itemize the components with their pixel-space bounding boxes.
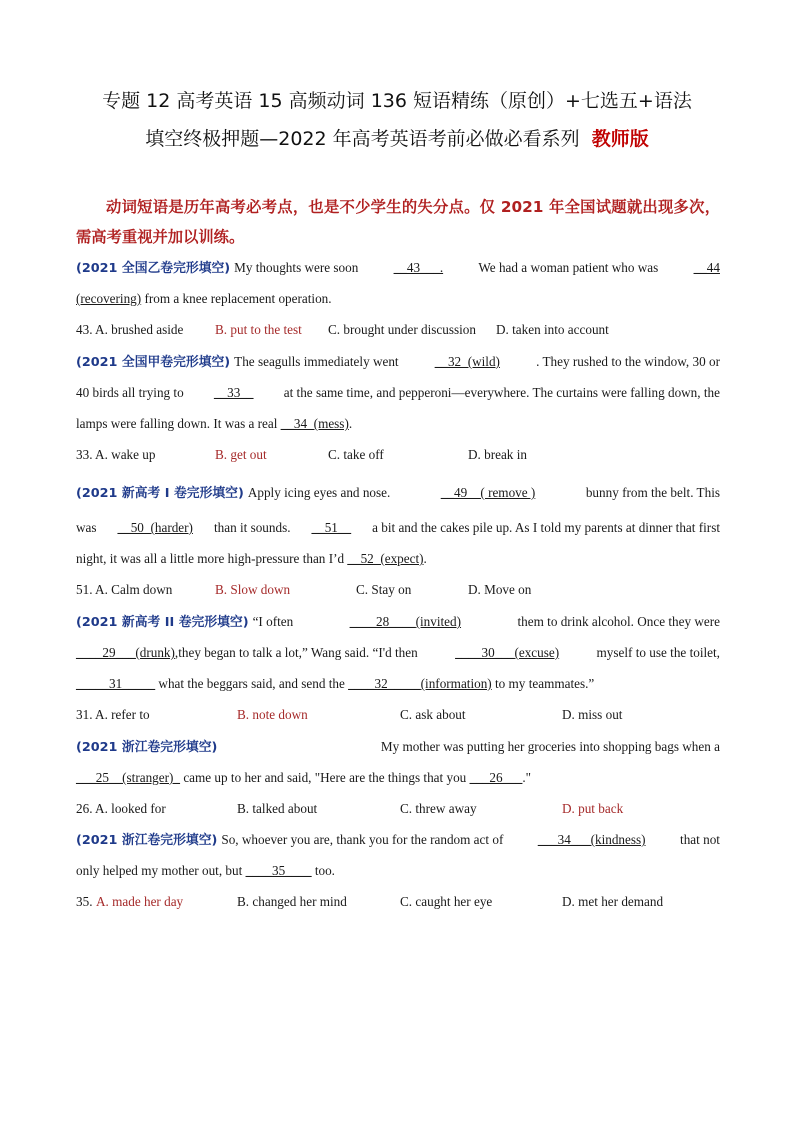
q6-text: So, whoever you are, thank you for the random act of: [221, 832, 504, 847]
option-d-answer: D. put back: [562, 801, 624, 816]
q2-line-3: [76, 414, 720, 434]
q3-text: a bit and the cakes pile up. As I told my parents at dinner that first: [372, 520, 720, 535]
q1-line-2: [76, 289, 720, 309]
option-d: D. miss out: [562, 707, 623, 722]
q3-text: .: [423, 551, 427, 566]
q5-line-2: [76, 768, 720, 788]
q3-line-3: [76, 549, 720, 569]
q4-text: ,they began to talk a lot,” Wang said. “I'd then: [174, 645, 418, 660]
option-d: D. taken into account: [496, 322, 609, 337]
q4-text: “I often: [252, 614, 294, 629]
q2-text: The seagulls immediately went: [234, 354, 399, 369]
q3-line-1: [76, 483, 720, 504]
blank-32: __32 (wild): [434, 354, 500, 369]
q2-line-1: [76, 352, 720, 373]
option-number: 35.: [76, 894, 93, 909]
option-b-answer: B. Slow down: [215, 582, 291, 597]
q1-line-1: [76, 258, 720, 279]
option-c: C. threw away: [400, 801, 477, 816]
option-c: C. Stay on: [356, 582, 412, 597]
q4-line-2: [76, 643, 720, 663]
q4-source: (2021 新高考 II 卷完形填空): [76, 615, 249, 630]
blank-34: ___34___(kindness): [537, 832, 646, 847]
option-b: B. talked about: [237, 801, 318, 816]
q4-line-3: [76, 674, 720, 694]
q3-text: night, it was all a little more high-pressure than I’d: [76, 551, 345, 566]
blank-33: __33__: [213, 385, 254, 400]
option-c: C. ask about: [400, 707, 466, 722]
title-line-2-main: 填空终极押题—2022 年高考英语考前必做必看系列: [145, 128, 580, 150]
q6-text: that not: [680, 832, 720, 847]
option-b-answer: B. get out: [215, 447, 267, 462]
blank-43: __43___.: [393, 260, 444, 275]
q2-line-2: [76, 383, 720, 403]
q2-text: at the same time, and pepperoni—everywhere. The curtains were falling down, the: [283, 385, 720, 400]
blank-44: __44: [693, 260, 720, 275]
blank-32: ____32_____: [348, 676, 421, 691]
q4-text: myself to use the toilet,: [596, 645, 720, 660]
q3-text: than it sounds.: [213, 520, 291, 535]
q2-text: .: [348, 416, 353, 431]
option-c: C. caught her eye: [400, 894, 493, 909]
blank-34: __34 (mess): [280, 416, 349, 431]
q2-text: 40 birds all trying to: [76, 385, 184, 400]
q4-text: them to drink alcohol. Once they were: [517, 614, 720, 629]
blank-35: ____35____: [245, 863, 312, 878]
option-d: D. Move on: [468, 582, 532, 597]
blank-31: _____31_____: [76, 676, 156, 691]
q5-text: .": [522, 770, 532, 785]
option-a-answer-text: A. made her day: [96, 894, 184, 909]
option-c: C. take off: [328, 447, 384, 462]
option-a: 31. A. refer to: [76, 707, 150, 722]
hint-information: (information): [420, 676, 492, 691]
q5-line-1: [76, 737, 720, 758]
page-title: [40, 82, 754, 158]
q3-text: Apply icing eyes and nose.: [247, 485, 391, 500]
option-a-answer: [76, 892, 92, 912]
blank-26: ___26___: [469, 770, 523, 785]
blank-28: ____28____: [349, 614, 416, 629]
q2-text: lamps were falling down. It was a real: [76, 416, 278, 431]
q5-source: (2021 浙江卷完形填空): [76, 740, 218, 755]
blank-51: __51__: [311, 520, 352, 535]
blank-52: __52 (expect): [347, 551, 424, 566]
q1-source: (2021 全国乙卷完形填空): [76, 261, 231, 276]
q4-text: what the beggars said, and send the: [158, 676, 345, 691]
teacher-edition-tag: 教师版: [591, 128, 649, 150]
blank-30: ____30___: [455, 645, 515, 660]
option-a: 33. A. wake up: [76, 447, 156, 462]
blank-49: __49 ( remove ): [440, 485, 536, 500]
option-a: 26. A. looked for: [76, 801, 166, 816]
option-b-answer: B. note down: [237, 707, 308, 722]
blank-50: __50 (harder): [117, 520, 193, 535]
q4-line-1: [76, 612, 720, 633]
title-line-1: 专题 12 高考英语 15 高频动词 136 短语精练（原创）+七选五+语法: [102, 90, 692, 112]
q6-line-2: [76, 861, 720, 881]
option-d: D. met her demand: [562, 894, 664, 909]
option-c: C. brought under discussion: [328, 322, 476, 337]
hint-recovering: (recovering): [76, 291, 142, 306]
q6-line-1: [76, 830, 720, 851]
q6-text: too.: [314, 863, 335, 878]
q3-line-2: [76, 518, 720, 538]
title-line-2: [40, 120, 754, 158]
q1-text: from a knee replacement operation.: [144, 291, 332, 306]
q3-source: (2021 新高考 I 卷完形填空): [76, 486, 244, 501]
option-d: D. break in: [468, 447, 527, 462]
option-b-answer: B. put to the test: [215, 322, 302, 337]
q1-text: We had a woman patient who was: [478, 260, 659, 275]
q4-text: to my teammates.”: [495, 676, 595, 691]
hint-drunk: (drunk): [135, 645, 175, 660]
q2-source: (2021 全国甲卷完形填空): [76, 355, 231, 370]
option-a: 51. A. Calm down: [76, 582, 173, 597]
option-b: B. changed her mind: [237, 894, 347, 909]
q6-text: only helped my mother out, but: [76, 863, 243, 878]
q3-text: bunny from the belt. This: [585, 485, 720, 500]
hint-invited: (invited): [415, 614, 462, 629]
blank-25: ___25__(stranger)_: [76, 770, 181, 785]
q2-text: . They rushed to the window, 30 or: [536, 354, 720, 369]
option-a: 43. A. brushed aside: [76, 322, 184, 337]
q5-text: came up to her and said, "Here are the things that you: [183, 770, 467, 785]
blank-29: ____29___: [76, 645, 136, 660]
hint-excuse: (excuse): [514, 645, 560, 660]
q3-text: was: [76, 520, 97, 535]
q1-text: My thoughts were soon: [234, 260, 359, 275]
intro-paragraph: 动词短语是历年高考必考点，也是不少学生的失分点。仅 2021 年全国试题就出现多次，需高考重视并加以训练。: [76, 198, 720, 246]
q6-source: (2021 浙江卷完形填空): [76, 833, 218, 848]
q5-text: My mother was putting her groceries into shopping bags when a: [380, 739, 720, 754]
